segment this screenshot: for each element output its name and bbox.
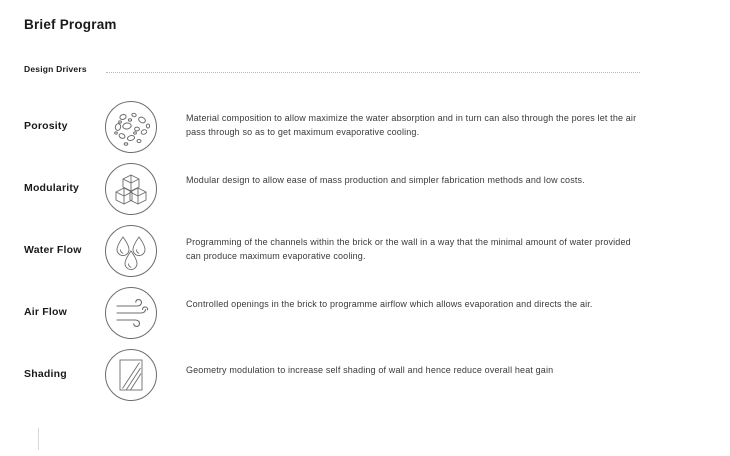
driver-description: Geometry modulation to increase self shading of wall and hence reduce overall heat gain: [186, 365, 554, 375]
driver-label: Shading: [24, 368, 67, 380]
page-edge-mark: [38, 428, 39, 450]
section-heading: Design Drivers: [24, 64, 87, 74]
porosity-icon: [104, 100, 158, 154]
list-item: [0, 344, 730, 406]
section-divider: [106, 72, 640, 73]
wind-airflow-icon: [104, 286, 158, 340]
driver-description: Modular design to allow ease of mass production and simpler fabrication methods and low costs.: [186, 175, 585, 185]
water-droplets-icon: [104, 224, 158, 278]
list-item: [0, 282, 730, 344]
list-item: [0, 220, 730, 282]
page-title: Brief Program: [24, 17, 117, 32]
list-item: [0, 96, 730, 158]
driver-description: Controlled openings in the brick to programme airflow which allows evaporation and directs the air.: [186, 299, 593, 309]
driver-label: Porosity: [24, 120, 68, 132]
driver-description: Programming of the channels within the brick or the wall in a way that the minimal amount of water provided can produce maximum evaporative cooling.: [186, 237, 631, 261]
driver-description: Material composition to allow maximize the water absorption and in turn can also through the pores let the air pass through so as to get maximum evaporative cooling.: [186, 113, 637, 137]
modularity-cubes-icon: [104, 162, 158, 216]
list-item: [0, 158, 730, 220]
driver-label: Air Flow: [24, 306, 68, 318]
driver-label: Modularity: [24, 182, 80, 194]
shading-louvers-icon: [104, 348, 158, 402]
driver-label: Water Flow: [24, 244, 82, 256]
design-drivers-list: [0, 96, 730, 406]
